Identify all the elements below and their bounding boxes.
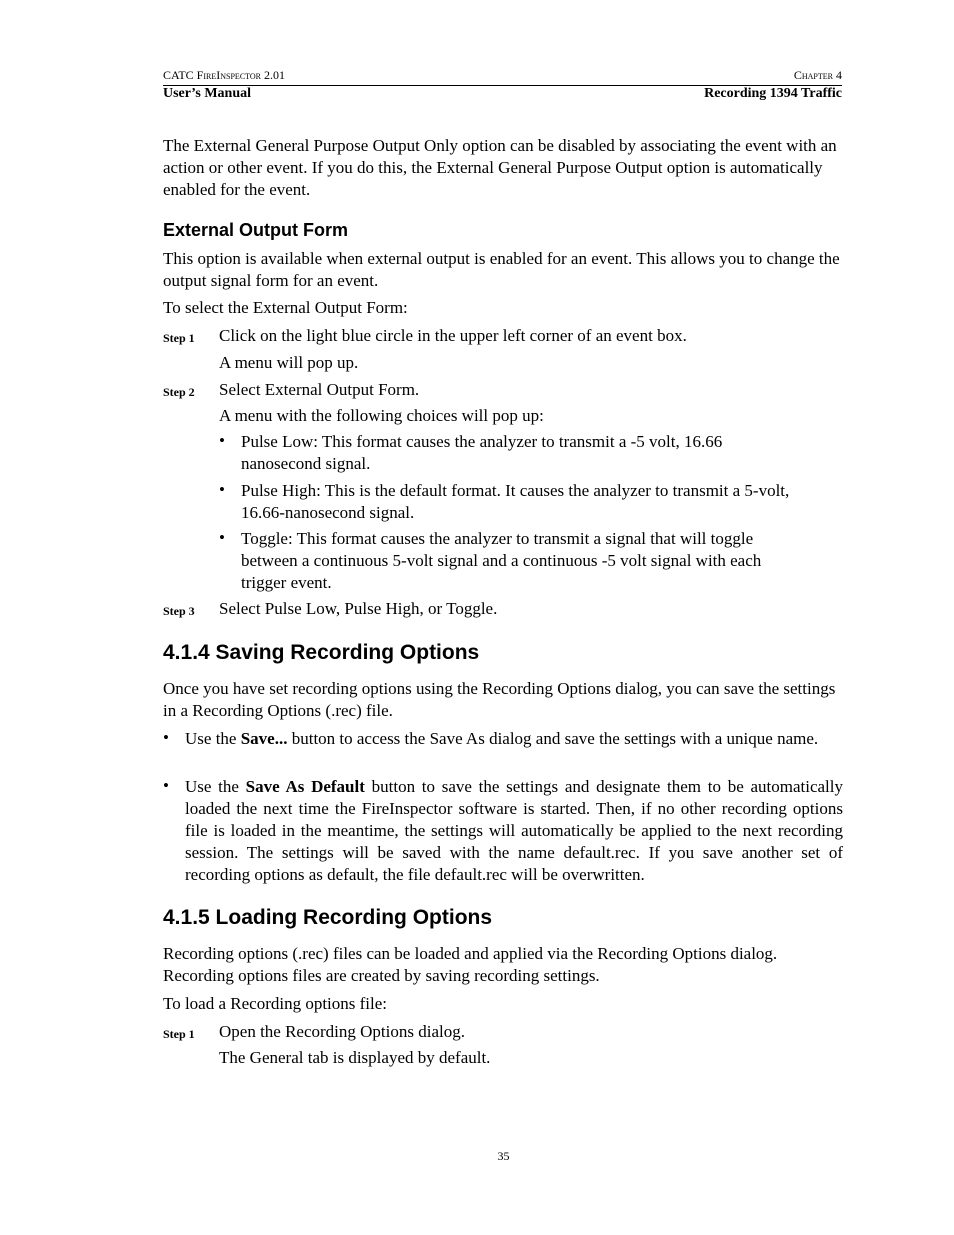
- list-item: Toggle: This format causes the analyzer to transmit a signal that will toggle between a continuous 5-volt signal and a continuous -5 volt signal with each trigger event.: [241, 529, 762, 592]
- header-product: CATC FireInspector 2.01: [163, 68, 286, 82]
- list-item: Pulse Low: This format causes the analyzer to transmit a -5 volt, 16.66 nanosecond signal.: [241, 432, 723, 473]
- external-output-intro: To select the External Output Form:: [163, 298, 408, 317]
- header-section: Recording 1394 Traffic: [704, 86, 842, 101]
- bullet-glyph: •: [163, 776, 169, 795]
- step-text: Click on the light blue circle in the upper left corner of an event box.: [219, 326, 687, 345]
- loading-paragraph: Recording options (.rec) files can be loaded and applied via the Recording Options dialog. Recording options files are created by saving recording settings.: [163, 944, 778, 985]
- header-chapter: Chapter 4: [793, 68, 842, 82]
- bullet-glyph: •: [219, 431, 225, 450]
- step-note: A menu with the following choices will pop up:: [219, 406, 544, 425]
- list-item: Use the Save... button to access the Save As dialog and save the settings with a unique name.: [185, 729, 819, 748]
- step-note: A menu will pop up.: [219, 353, 359, 372]
- step-text: Select External Output Form.: [219, 380, 420, 399]
- saving-heading: 4.1.4 Saving Recording Options: [163, 641, 480, 664]
- external-output-heading: External Output Form: [163, 220, 349, 240]
- list-item: Use the Save As Default button to save the settings and designate them to be automatically loaded the next time the FireInspector software is started. Then, if no other recording options file is loaded in the meantime, the settings will automatically be applied to the next recording session. The settings will be saved with the name default.rec. If you save another set of recording options as default, the file default.rec will be overwritten.: [185, 777, 843, 884]
- step-label: Step 1: [163, 331, 195, 345]
- bullet-glyph: •: [219, 480, 225, 499]
- loading-heading: 4.1.5 Loading Recording Options: [163, 906, 493, 929]
- external-output-paragraph: This option is available when external output is enabled for an event. This allows you to change the output signal form for an event.: [163, 249, 840, 290]
- page-number: 35: [497, 1149, 510, 1163]
- bullet-glyph: •: [163, 728, 169, 747]
- step-text: Open the Recording Options dialog.: [219, 1022, 465, 1041]
- intro-paragraph: The External General Purpose Output Only option can be disabled by associating the event with an action or other event. If you do this, the External General Purpose Output option is automatically enabled for the event.: [163, 136, 837, 199]
- step-label: Step 2: [163, 385, 195, 399]
- bullet-glyph: •: [219, 528, 225, 547]
- list-item: Pulse High: This is the default format. It causes the analyzer to transmit a 5-volt, 16.66-nanosecond signal.: [241, 481, 790, 522]
- step-label: Step 3: [163, 604, 195, 618]
- header-manual: User’s Manual: [163, 86, 252, 101]
- step-label: Step 1: [163, 1027, 195, 1041]
- step-note: The General tab is displayed by default.: [219, 1048, 491, 1067]
- loading-intro: To load a Recording options file:: [163, 994, 388, 1013]
- step-text: Select Pulse Low, Pulse High, or Toggle.: [219, 599, 498, 618]
- saving-paragraph: Once you have set recording options using the Recording Options dialog, you can save the settings in a Recording Options (.rec) file.: [163, 679, 836, 720]
